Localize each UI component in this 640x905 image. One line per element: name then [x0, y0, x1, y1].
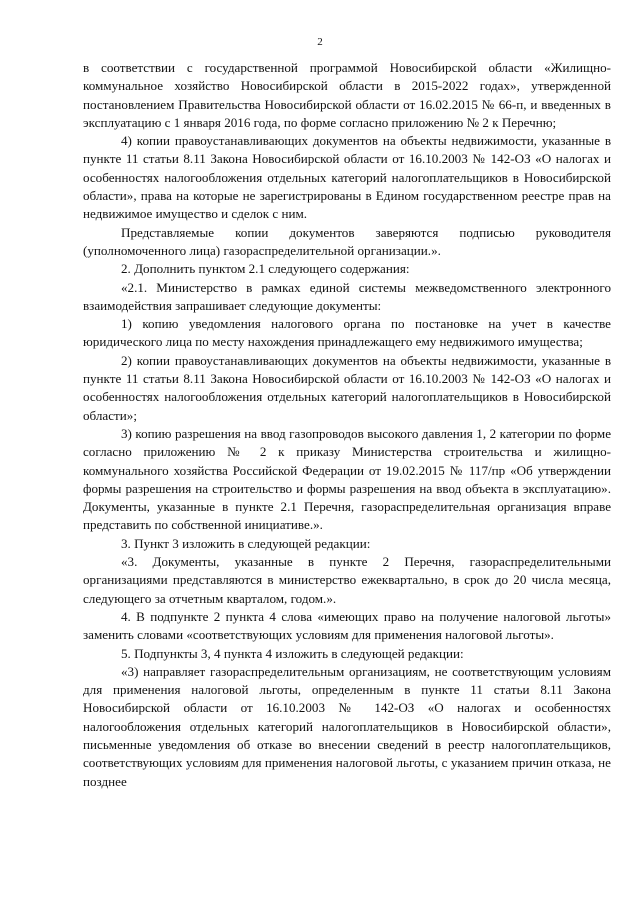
paragraph: 2. Дополнить пунктом 2.1 следующего содержания: [121, 261, 410, 277]
paragraph: 3. Пункт 3 изложить в следующей редакции: [121, 535, 371, 551]
paragraph: 4) копии правоустанавливающих документов на объекты недвижимости, указанные в пункте 11 статьи 8.11 Закона Новосибирской области от 16.10.2003 № 142-ОЗ «О налогах и особенностях налогообложения отдельных категорий налогоплательщиков в Новосибирской области», права на которые не зарегистрированы в Едином государственном реестре прав на недвижимое имущество и сделок с ним. [83, 133, 611, 222]
paragraph: «3) направляет газораспределительным организациям, не соответствующим условиям для применения налоговой льготы, определенным в пункте 11 статьи 8.11 Закона Новосибирской области от 16.10.2003 № 142-ОЗ «О налогах и особенностях налогообложения отдельных категорий налогоплательщиков в Новосибирской области», письменные уведомления об отказе во внесении сведений в реестр налогоплательщиков, соответствующих условиям для применения налоговой льготы, с указанием причин отказа, не позднее [83, 663, 611, 789]
document-body [83, 59, 611, 791]
paragraph: 3) копию разрешения на ввод газопроводов высокого давления 1, 2 категории по форме согласно приложению № 2 к приказу Министерства строительства и жилищно-коммунального хозяйства Российской Федерации от 19.02.2015 № 117/пр «Об утверждении формы разрешения на строительство и формы разрешения на ввод объекта в эксплуатацию». Документы, указанные в пункте 2.1 Перечня, газораспределительная организация вправе представить по собственной инициативе.». [83, 425, 611, 533]
page-number: 2 [317, 36, 323, 48]
paragraph: Представляемые копии документов заверяются подписью руководителя (уполномоченного лица) газораспределительной организации.». [83, 224, 611, 258]
paragraph: в соответствии с государственной программой Новосибирской области «Жилищно-коммунальное хозяйство Новосибирской области в 2015-2022 годах», утвержденной постановлением Правительства Новосибирской области от 16.02.2015 № 66-п, и введенных в эксплуатацию с 1 января 2016 года, по форме согласно приложению № 2 к Перечню; [83, 60, 611, 130]
paragraph: «3. Документы, указанные в пункте 2 Перечня, газораспределительными организациями представляются в министерство ежеквартально, в срок до 20 числа месяца, следующего за отчетным кварталом, годом.». [83, 554, 611, 606]
paragraph: «2.1. Министерство в рамках единой системы межведомственного электронного взаимодействия запрашивает следующие документы: [83, 279, 611, 313]
paragraph: 4. В подпункте 2 пункта 4 слова «имеющих право на получение налоговой льготы» заменить словами «соответствующих условиям для применения налоговой льготы». [83, 608, 611, 643]
paragraph: 2) копии правоустанавливающих документов на объекты недвижимости, указанные в пункте 11 статьи 8.11 Закона Новосибирской области от 16.10.2003 № 142-ОЗ «О налогах и особенностях налогообложения отдельных категорий налогоплательщиков в Новосибирской области»; [83, 352, 611, 423]
paragraph: 5. Подпункты 3, 4 пункта 4 изложить в следующей редакции: [121, 645, 464, 661]
paragraph: 1) копию уведомления налогового органа по постановке на учет в качестве юридического лица по месту нахождения принадлежащего ему недвижимого имущества; [83, 316, 611, 350]
